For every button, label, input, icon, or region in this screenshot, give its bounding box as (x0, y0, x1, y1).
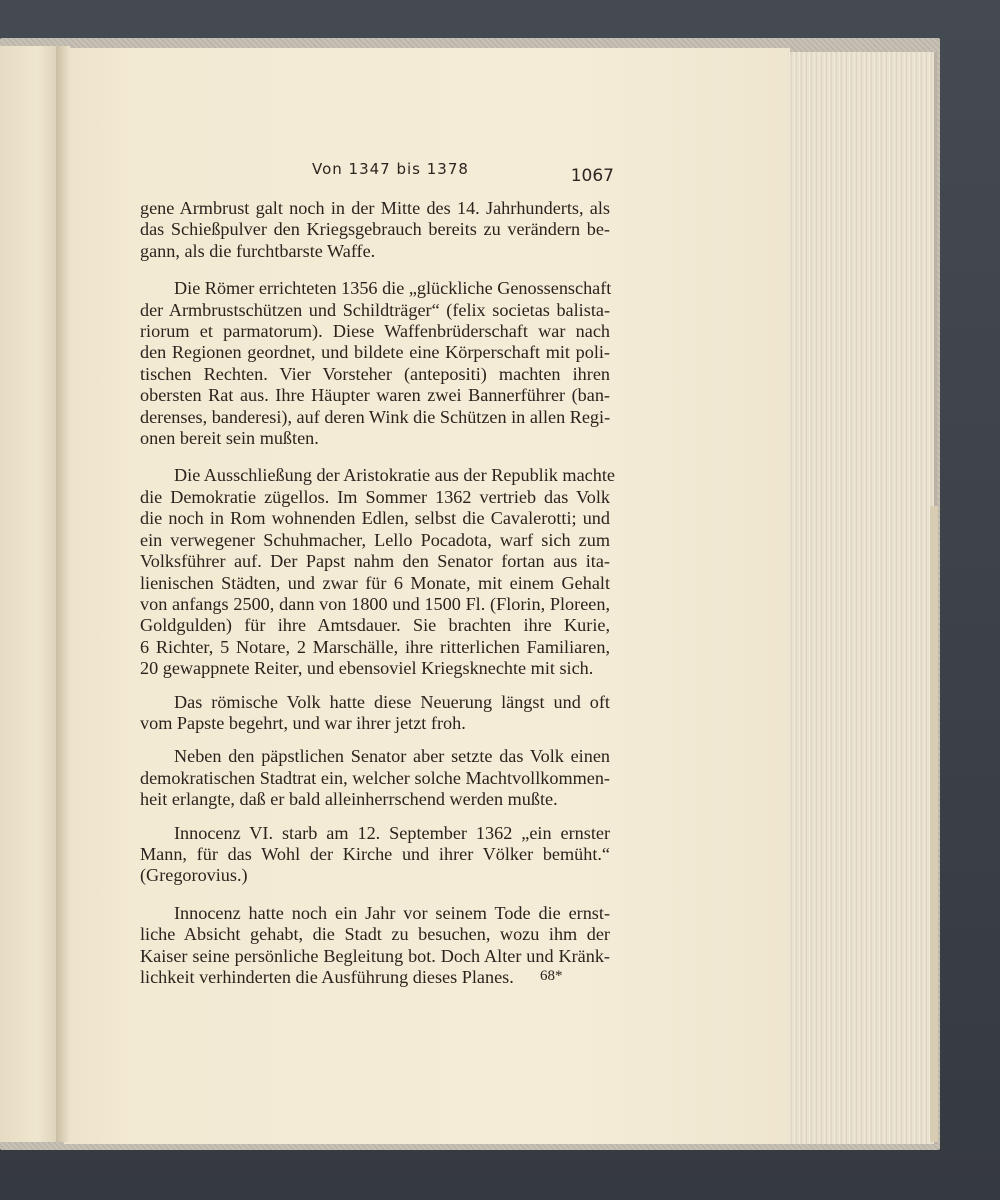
text-line: Neben den päpstlichen Senator aber setzte das Volk einen (174, 746, 610, 767)
page-header (140, 158, 614, 188)
paragraph (140, 198, 610, 262)
body-text (140, 198, 615, 1004)
text-line: 20 gewappnete Reiter, und ebensoviel Kriegsknechte mit sich. (140, 658, 594, 679)
text-line: das Schießpulver den Kriegsgebrauch bereits zu verändern be- (140, 219, 610, 240)
paragraph (140, 278, 610, 449)
fore-edge-shade (930, 506, 938, 1142)
text-line: liche Absicht gehabt, die Stadt zu besuchen, wozu ihm der (140, 924, 610, 945)
text-line: derenses, banderesi), auf deren Wink die Schützen in allen Regi- (140, 406, 611, 427)
text-line: lienischen Städten, und zwar für 6 Monate, mit einem Gehalt (140, 572, 610, 593)
text-line: Die Römer errichteten 1356 die „glückliche Genossenschaft (174, 278, 612, 299)
text-line: Mann, für das Wohl der Kirche und ihrer Völker bemüht.“ (140, 843, 610, 864)
text-line: riorum et parmatorum). Diese Waffenbrüderschaft war nach (140, 321, 610, 342)
text-line: obersten Rat aus. Ihre Häupter waren zwei Bannerführer (ban- (140, 385, 610, 406)
signature-mark: 68* (540, 968, 563, 984)
text-line: vom Papste begehrt, und war ihrer jetzt froh. (140, 712, 466, 733)
text-line: Kaiser seine persönliche Begleitung bot. Doch Alter und Kränk- (140, 945, 610, 966)
book-gutter (56, 46, 70, 1142)
text-line: onen bereit sein mußten. (140, 428, 319, 449)
text-line: Innocenz VI. starb am 12. September 1362 „ein ernster (174, 822, 610, 843)
page-number: 1067 (570, 166, 614, 186)
text-line: 6 Richter, 5 Notare, 2 Marschälle, ihre ritterlichen Familiaren, (140, 636, 610, 657)
text-line: gann, als die furchtbarste Waffe. (140, 240, 376, 261)
text-line: Goldgulden) für ihre Amtsdauer. Sie brachten ihre Kurie, (140, 615, 610, 636)
text-line: den Regionen geordnet, und bildete eine Körperschaft mit poli- (140, 342, 610, 363)
text-line: von anfangs 2500, dann von 1800 und 1500 Fl. (Florin, Ploreen, (140, 593, 610, 614)
text-line: tischen Rechten. Vier Vorsteher (antepositi) machten ihren (140, 363, 610, 384)
left-page-edge (0, 46, 62, 1142)
text-line: die Demokratie zügellos. Im Sommer 1362 vertrieb das Volk (140, 486, 610, 507)
running-head: Von 1347 bis 1378 (312, 160, 469, 178)
page-fore-edge (788, 52, 937, 1144)
paragraph (140, 465, 615, 679)
text-line: demokratischen Stadtrat ein, welcher solche Machtvollkommen- (140, 767, 610, 788)
paragraph (140, 692, 610, 735)
text-line: Volksführer auf. Der Papst nahm den Senator fortan aus ita- (140, 551, 610, 572)
text-line: der Armbrustschützen und Schildträger“ (felix societas balista- (140, 299, 610, 320)
text-line: heit erlangte, daß er bald alleinherrschend werden mußte. (140, 789, 558, 810)
text-line: die noch in Rom wohnenden Edlen, selbst die Cavalerotti; und (140, 508, 610, 529)
text-line: lichkeit verhinderten die Ausführung dieses Planes. (140, 967, 514, 987)
text-line: (Gregorovius.) (140, 865, 248, 886)
paragraph (140, 746, 610, 810)
text-line: gene Armbrust galt noch in der Mitte des 14. Jahrhunderts, als (140, 198, 610, 218)
text-line: ein verwegener Schuhmacher, Lello Pocadota, warf sich zum (140, 529, 610, 550)
paragraph (140, 823, 610, 887)
text-line: Das römische Volk hatte diese Neuerung längst und oft (174, 691, 610, 712)
text-line: Die Ausschließung der Aristokratie aus der Republik machte (174, 465, 615, 486)
text-line: Innocenz hatte noch ein Jahr vor seinem Tode die ernst- (174, 902, 610, 923)
